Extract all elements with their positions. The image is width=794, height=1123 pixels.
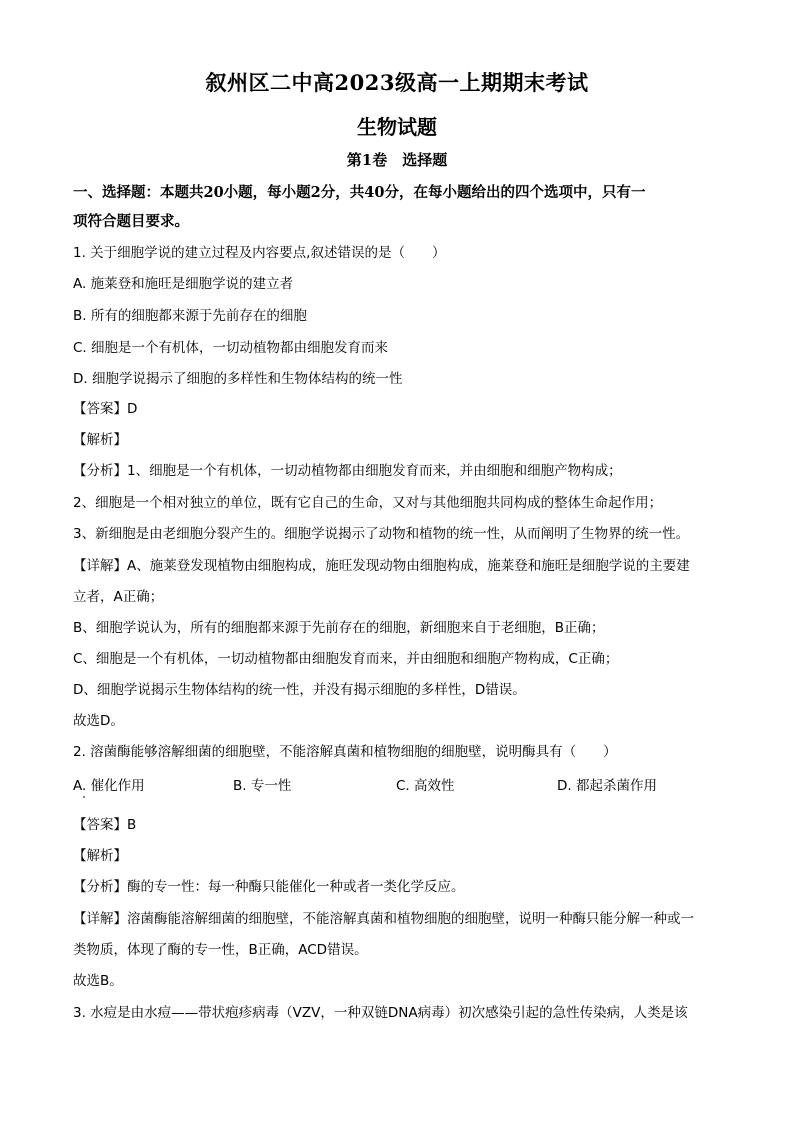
- volume-heading: 第1卷 选择题: [346, 151, 448, 169]
- q1-detail-5: D、细胞学说揭示生物体结构的统一性，并没有揭示细胞的多样性，D错误。: [73, 682, 526, 698]
- q2-analysis-label: 【解析】: [73, 848, 127, 864]
- q1-option-c: C. 细胞是一个有机体，一切动植物都由细胞发育而来: [73, 340, 389, 356]
- q1-analysis-1: 【分析】1、细胞是一个有机体，一切动植物都由细胞发育而来，并由细胞和细胞产物构成；: [73, 463, 622, 479]
- q1-detail-4: C、细胞是一个有机体，一切动植物都由细胞发育而来，并由细胞和细胞产物构成，C正确；: [73, 651, 619, 667]
- q2-answer: 【答案】B: [73, 817, 137, 833]
- q1-stem: 1. 关于细胞学说的建立过程及内容要点,叙述错误的是（ ）: [73, 245, 446, 261]
- q3-stem: 3. 水痘是由水痘——带状疱疹病毒（VZV，一种双链DNA病毒）初次感染引起的急性传染病，人类是该: [73, 1005, 688, 1021]
- q1-detail-3: B、细胞学说认为，所有的细胞都来源于先前存在的细胞，新细胞来自于老细胞，B正确；: [73, 620, 605, 636]
- section-instruction-line-2: 项符合题目要求。: [73, 213, 189, 230]
- q2-analysis-1: 【分析】酶的专一性：每一种酶只能催化一种或者一类化学反应。: [73, 879, 465, 895]
- q1-answer: 【答案】D: [73, 401, 138, 417]
- q1-detail-2: 立者，A正确；: [73, 589, 164, 605]
- q2-option-b: B. 专一性: [233, 778, 292, 794]
- q1-option-b: B. 所有的细胞都来源于先前存在的细胞: [73, 308, 307, 324]
- q2-stem: 2. 溶菌酶能够溶解细菌的细胞壁，不能溶解真菌和植物细胞的细胞壁，说明酶具有（ ）: [73, 744, 617, 760]
- section-instruction-line-1: 一、选择题：本题共20小题，每小题2分，共40分，在每小题给出的四个选项中，只有一: [73, 184, 646, 201]
- q2-detail-1: 【详解】溶菌酶能溶解细菌的细胞壁，不能溶解真菌和植物细胞的细胞壁，说明一种酶只能分解一种或一: [73, 911, 694, 927]
- q1-option-d: D. 细胞学说揭示了细胞的多样性和生物体结构的统一性: [73, 371, 403, 387]
- q2-conclusion: 故选B。: [73, 973, 123, 989]
- q1-option-a: A. 施莱登和施旺是细胞学说的建立者: [73, 276, 294, 292]
- q2-option-d: D. 都起杀菌作用: [557, 778, 657, 794]
- q1-analysis-2: 2、细胞是一个相对独立的单位，既有它自己的生命，又对与其他细胞共同构成的整体生命起作用；: [73, 495, 663, 511]
- exam-subtitle: 生物试题: [357, 115, 437, 139]
- q1-analysis-3: 3、新细胞是由老细胞分裂产生的。细胞学说揭示了动物和植物的统一性，从而阐明了生物界的统一性。: [73, 526, 690, 542]
- q2-option-a: A. 催化作用: [73, 778, 145, 794]
- q2-detail-2: 类物质，体现了酶的专一性，B正确，ACD错误。: [73, 942, 368, 958]
- q1-conclusion: 故选D。: [73, 713, 124, 729]
- stray-dot: [83, 796, 85, 798]
- q1-analysis-label: 【解析】: [73, 432, 127, 448]
- q2-option-c: C. 高效性: [396, 778, 455, 794]
- exam-title: 叙州区二中高2023级高一上期期末考试: [205, 70, 589, 95]
- q1-detail-1: 【详解】A、施莱登发现植物由细胞构成，施旺发现动物由细胞构成，施莱登和施旺是细胞学说的主要建: [73, 558, 690, 574]
